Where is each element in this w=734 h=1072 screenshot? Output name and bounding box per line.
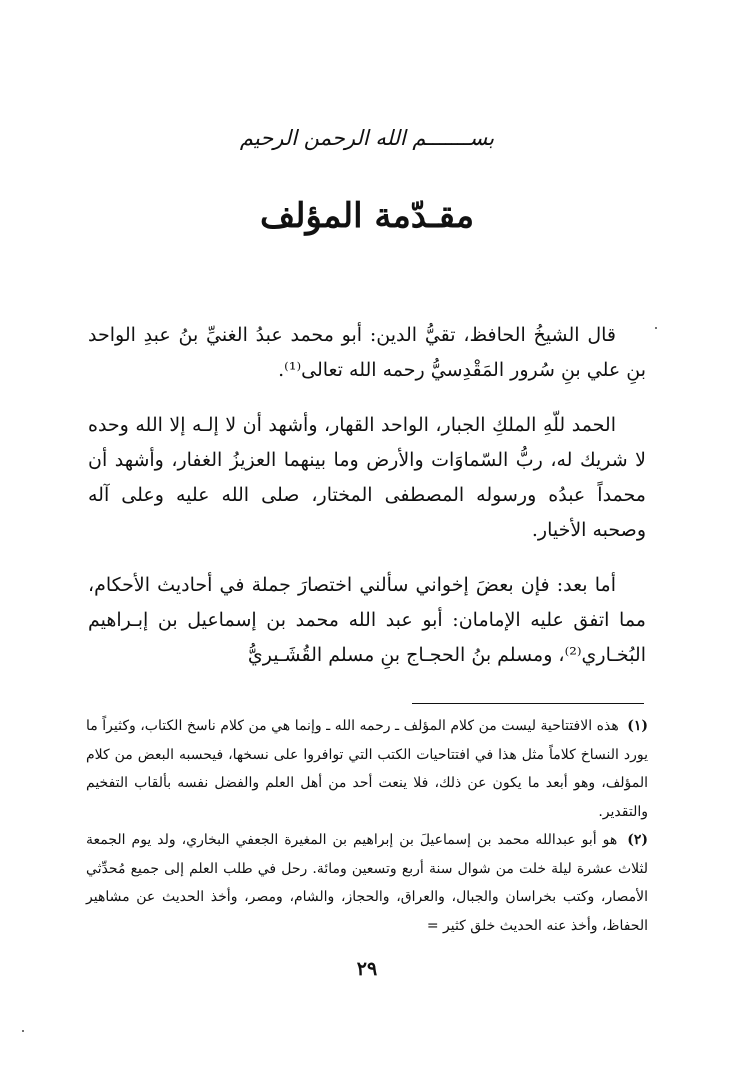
footnote-divider bbox=[412, 703, 644, 704]
scan-speck bbox=[655, 327, 657, 329]
paragraph-author-intro: قال الشيخُ الحافظ، تقيُّ الدين: أبو محمد عبدُ الغنيِّ بنُ عبدِ الواحد بنِ علي بنِ سُرور المَقْدِسيُّ رحمه الله تعالى⁽¹⁾. bbox=[88, 324, 646, 381]
scan-speck bbox=[22, 1030, 24, 1032]
paragraph-purpose: أما بعد: فإن بعضَ إخواني سألني اختصارَ جملة في أحاديث الأحكام، مما اتفق عليه الإمامان: أبو عبد الله محمد بن إسماعيل بن إبـراهيم البُخـاري⁽²⁾، ومسلم بنُ الحجـاج بنِ مسلم القُشَـيريُّ bbox=[88, 574, 646, 666]
page-heading: مقـدّمة المؤلف bbox=[259, 196, 475, 236]
footnote-2 bbox=[86, 826, 648, 940]
footnote-1-text: هذه الافتتاحية ليست من كلام المؤلف ـ رحمه الله ـ وإنما هي من كلام ناسخ الكتاب، وكثيراً ما يورد النساخ كلاماً مثل هذا في افتتاحيات الكتب التي توافروا على نسخها، فيحسبه البعض من كلام المؤلف، وهو أبعد ما يكون عن ذلك، فلا ينعت أحد من أهل العلم والفضل نفسه بألقاب التفخيم والتقدير. bbox=[86, 718, 648, 820]
basmala: بســـــــم الله الرحمن الرحيم bbox=[239, 126, 495, 150]
footnote-2-text: هو أبو عبدالله محمد بن إسماعيلَ بن إبراهيم بن المغيرة الجعفي البخاري، ولد يوم الجمعة لثلاث عشرة ليلة خلت من شوال سنة أربع وتسعين ومائة. رحل في طلب العلم إلى جميع مُحدِّثي الأمصار، وكتب بخراسان والجبال، والعراق، والحجاز، والشام، ومصر، وأخذ الحديث عن مشاهير الحفاظ، وأخذ عنه الحديث خلق كثير = bbox=[86, 832, 648, 934]
footnote-1 bbox=[86, 712, 648, 826]
footnote-1-mark: (١) bbox=[627, 718, 648, 734]
footnote-2-mark: (٢) bbox=[627, 832, 649, 848]
paragraph-praise: الحمد للّهِ الملكِ الجبار، الواحد القهار، وأشهد أن لا إلـه إلا الله وحده لا شريك له، ربُّ السّماوَات والأرض وما بينهما العزيزُ الغفار، وأشهد أن محمداً عبدُه ورسوله المصطفى المختار، صلى الله عليه وعلى آله وصحبه الأخيار. bbox=[88, 414, 646, 541]
page-number: ٢٩ bbox=[356, 958, 378, 980]
